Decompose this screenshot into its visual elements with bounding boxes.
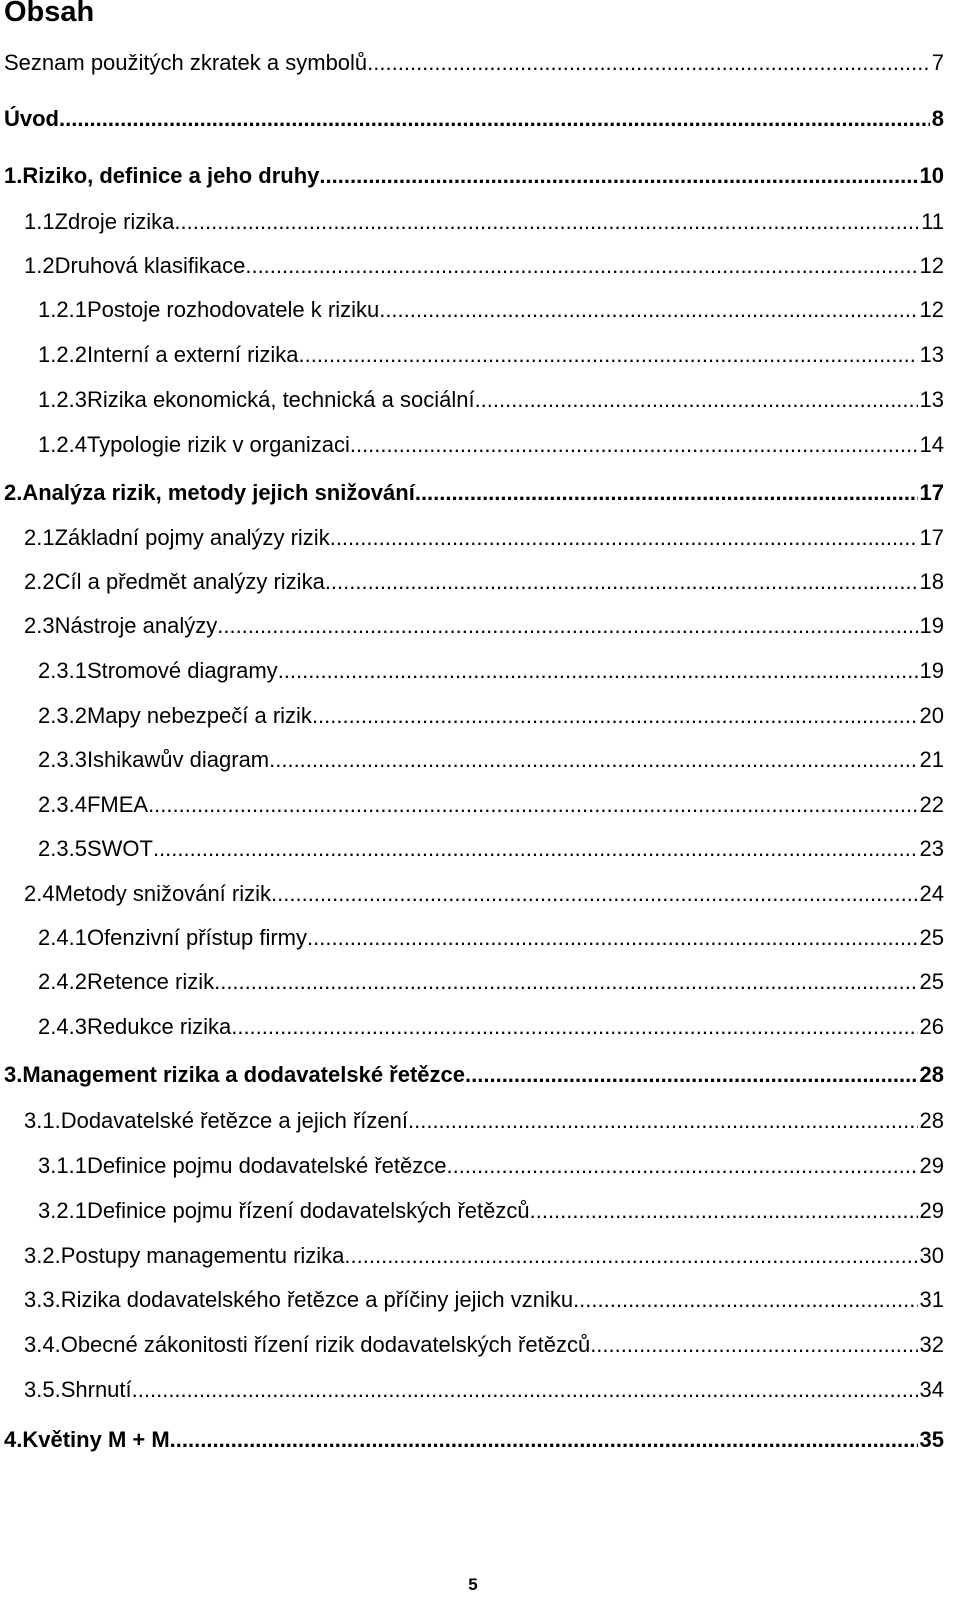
toc-entry-number: 3.2. bbox=[24, 1243, 61, 1268]
toc-dot-leader bbox=[170, 1425, 918, 1455]
toc-entry-number: 1.2.3 bbox=[38, 387, 87, 412]
toc-entry-number: 2.4.3 bbox=[38, 1014, 87, 1039]
page-number: 5 bbox=[468, 1575, 478, 1594]
toc-entry[interactable] bbox=[38, 923, 944, 953]
toc-entry[interactable] bbox=[38, 745, 944, 775]
toc-dot-leader bbox=[307, 923, 918, 953]
toc-dot-leader bbox=[132, 1375, 918, 1405]
toc-entry-title: Riziko, definice a jeho druhy bbox=[22, 163, 320, 188]
toc-dot-leader bbox=[344, 1241, 917, 1271]
toc-entry-title: Management rizika a dodavatelské řetězce bbox=[22, 1062, 466, 1087]
toc-entry-title: Analýza rizik, metody jejich snižování bbox=[22, 480, 415, 505]
toc-entry-number: 2.3.2 bbox=[38, 703, 87, 728]
toc-entry-number: 2.3.4 bbox=[38, 792, 87, 817]
toc-entry-number: 3.2.1 bbox=[38, 1198, 87, 1223]
toc-entry-number: 3.1.1 bbox=[38, 1153, 87, 1178]
toc-entry-title: Květiny M + M bbox=[22, 1427, 170, 1452]
toc-entry[interactable] bbox=[24, 251, 944, 281]
toc-entry-page: 13 bbox=[919, 342, 944, 367]
toc-entry-page: 19 bbox=[919, 613, 944, 638]
toc-entry[interactable] bbox=[38, 295, 944, 325]
toc-dot-leader bbox=[319, 161, 917, 191]
toc-entry-number: 2.3.5 bbox=[38, 836, 87, 861]
toc-entry-number: 2.4.2 bbox=[38, 969, 87, 994]
toc-entry[interactable] bbox=[24, 207, 944, 237]
toc-entry-page: 30 bbox=[919, 1243, 944, 1268]
toc-entry-number: 4. bbox=[4, 1427, 23, 1452]
toc-entry-number: 3.5. bbox=[24, 1377, 61, 1402]
toc-entry-title: Druhová klasifikace bbox=[54, 253, 246, 278]
toc-entry-page: 10 bbox=[919, 163, 944, 188]
toc-entry[interactable] bbox=[24, 1241, 944, 1271]
toc-entry-title: Dodavatelské řetězce a jejich řízení bbox=[60, 1108, 408, 1133]
toc-dot-leader bbox=[217, 611, 917, 641]
toc-entry-number: 2.3.3 bbox=[38, 747, 87, 772]
toc-entry-title: Definice pojmu řízení dodavatelských řetězců bbox=[86, 1198, 530, 1223]
toc-dot-leader bbox=[269, 745, 917, 775]
toc-entry-number: 1.2.2 bbox=[38, 342, 87, 367]
toc-entry-title: Zdroje rizika bbox=[54, 209, 175, 234]
toc-entry-number: 1.2.4 bbox=[38, 432, 87, 457]
toc-entry-title: Typologie rizik v organizaci bbox=[86, 432, 350, 457]
toc-entry-number: 2.2 bbox=[24, 569, 55, 594]
toc-entry-page: 24 bbox=[919, 881, 944, 906]
toc-dot-leader bbox=[330, 523, 918, 553]
page-title: Obsah bbox=[4, 0, 95, 28]
toc-entry-page: 32 bbox=[919, 1332, 944, 1357]
toc-entry-page: 21 bbox=[919, 747, 944, 772]
toc-dot-leader bbox=[475, 385, 918, 415]
toc-entry-number: 1.2 bbox=[24, 253, 55, 278]
toc-dot-leader bbox=[271, 879, 918, 909]
toc-entry-title: Definice pojmu dodavatelské řetězce bbox=[86, 1153, 447, 1178]
toc-entry-page: 22 bbox=[919, 792, 944, 817]
toc-dot-leader bbox=[278, 656, 918, 686]
toc-dot-leader bbox=[590, 1330, 917, 1360]
toc-entry-page: 31 bbox=[919, 1287, 944, 1312]
toc-entry[interactable] bbox=[38, 430, 944, 460]
toc-entry[interactable] bbox=[38, 385, 944, 415]
toc-entry-title: FMEA bbox=[86, 792, 149, 817]
toc-entry[interactable] bbox=[38, 701, 944, 731]
toc-entry-title: Mapy nebezpečí a rizik bbox=[86, 703, 312, 728]
toc-entry-title: Obecné zákonitosti řízení rizik dodavatelských řetězců bbox=[60, 1332, 591, 1357]
toc-entry-page: 35 bbox=[919, 1427, 944, 1452]
toc-dot-leader bbox=[446, 1151, 917, 1181]
toc-entry-title: Interní a externí rizika bbox=[86, 342, 299, 367]
toc-dot-leader bbox=[312, 701, 918, 731]
toc-entry-title: Rizika ekonomická, technická a sociální bbox=[86, 387, 475, 412]
toc-entry-title: Shrnutí bbox=[60, 1377, 132, 1402]
toc-entry[interactable] bbox=[24, 567, 944, 597]
toc-entry-number: 2.1 bbox=[24, 525, 55, 550]
toc-entry-title: Postoje rozhodovatele k riziku bbox=[86, 297, 380, 322]
toc-entry[interactable] bbox=[38, 656, 944, 686]
toc-entry-title: Retence rizik bbox=[86, 969, 215, 994]
toc-entry-number: 2.4.1 bbox=[38, 925, 87, 950]
toc-entry[interactable] bbox=[4, 1425, 944, 1455]
toc-dot-leader bbox=[153, 834, 918, 864]
toc-entry[interactable] bbox=[38, 340, 944, 370]
toc-entry-page: 23 bbox=[919, 836, 944, 861]
toc-entry-title: Redukce rizika bbox=[86, 1014, 232, 1039]
toc-entry-number: 2.4 bbox=[24, 881, 55, 906]
toc-entry[interactable] bbox=[4, 1060, 944, 1090]
toc-entry-page: 13 bbox=[919, 387, 944, 412]
toc-entry-title: Seznam použitých zkratek a symbolů bbox=[4, 50, 368, 75]
toc-dot-leader bbox=[148, 790, 917, 820]
toc-entry-number: 3. bbox=[4, 1062, 23, 1087]
toc-entry-title: Úvod bbox=[4, 106, 59, 131]
toc-entry[interactable] bbox=[38, 967, 944, 997]
toc-dot-leader bbox=[379, 295, 917, 325]
toc-entry-number: 3.4. bbox=[24, 1332, 61, 1357]
toc-dot-leader bbox=[174, 207, 919, 237]
toc-entry[interactable] bbox=[24, 879, 944, 909]
toc-entry-page: 7 bbox=[931, 50, 944, 75]
toc-entry[interactable] bbox=[24, 611, 944, 641]
toc-entry-number: 3.1. bbox=[24, 1108, 61, 1133]
toc-entry-page: 25 bbox=[919, 969, 944, 994]
toc-entry-page: 12 bbox=[919, 253, 944, 278]
toc-dot-leader bbox=[408, 1106, 918, 1136]
toc-entry-page: 28 bbox=[919, 1108, 944, 1133]
toc-entry[interactable] bbox=[24, 523, 944, 553]
toc-entry-page: 19 bbox=[919, 658, 944, 683]
toc-entry-page: 17 bbox=[919, 480, 944, 505]
toc-entry-page: 12 bbox=[919, 297, 944, 322]
toc-entry-page: 28 bbox=[919, 1062, 944, 1087]
toc-dot-leader bbox=[298, 340, 917, 370]
toc-entry-page: 29 bbox=[919, 1198, 944, 1223]
toc-entry[interactable] bbox=[4, 104, 944, 134]
toc-entry[interactable] bbox=[38, 834, 944, 864]
toc-entry[interactable] bbox=[38, 790, 944, 820]
toc-entry-title: Metody snižování rizik bbox=[54, 881, 272, 906]
toc-entry-title: Nástroje analýzy bbox=[54, 613, 218, 638]
toc-dot-leader bbox=[214, 967, 917, 997]
toc-dot-leader bbox=[350, 430, 918, 460]
toc-entry[interactable] bbox=[4, 161, 944, 191]
toc-entry-number: 2.3.1 bbox=[38, 658, 87, 683]
toc-entry-page: 26 bbox=[919, 1014, 944, 1039]
toc-dot-leader bbox=[367, 48, 930, 78]
toc-entry-number: 1.1 bbox=[24, 209, 55, 234]
toc-dot-leader bbox=[530, 1196, 918, 1226]
toc-dot-leader bbox=[59, 104, 930, 134]
toc-entry-page: 14 bbox=[919, 432, 944, 457]
toc-entry-title: Ishikawův diagram bbox=[86, 747, 270, 772]
toc-entry-title: SWOT bbox=[86, 836, 153, 861]
toc-entry-page: 17 bbox=[919, 525, 944, 550]
toc-entry[interactable] bbox=[24, 1330, 944, 1360]
toc-entry-title: Základní pojmy analýzy rizik bbox=[54, 525, 330, 550]
toc-dot-leader bbox=[465, 1060, 918, 1090]
toc-entry-title: Stromové diagramy bbox=[86, 658, 278, 683]
toc-entry-number: 3.3. bbox=[24, 1287, 61, 1312]
toc-entry[interactable] bbox=[38, 1151, 944, 1181]
toc-entry-title: Postupy managementu rizika bbox=[60, 1243, 345, 1268]
toc-entry-number: 2.3 bbox=[24, 613, 55, 638]
toc-entry-number: 1.2.1 bbox=[38, 297, 87, 322]
toc-entry-page: 8 bbox=[931, 106, 944, 131]
toc-entry-title: Rizika dodavatelského řetězce a příčiny jejich vzniku bbox=[60, 1287, 574, 1312]
toc-dot-leader bbox=[325, 567, 918, 597]
toc-entry[interactable] bbox=[24, 1285, 944, 1315]
toc-entry-number: 2. bbox=[4, 480, 23, 505]
toc-entry-page: 34 bbox=[919, 1377, 944, 1402]
toc-entry-page: 29 bbox=[919, 1153, 944, 1178]
toc-entry[interactable] bbox=[38, 1012, 944, 1042]
toc-entry[interactable] bbox=[24, 1106, 944, 1136]
toc-entry[interactable] bbox=[38, 1196, 944, 1226]
toc-entry-page: 25 bbox=[919, 925, 944, 950]
toc-entry[interactable] bbox=[24, 1375, 944, 1405]
toc-entry-title: Ofenzivní přístup firmy bbox=[86, 925, 308, 950]
toc-entry-title: Cíl a předmět analýzy rizika bbox=[54, 569, 325, 594]
toc-dot-leader bbox=[231, 1012, 917, 1042]
toc-dot-leader bbox=[245, 251, 917, 281]
toc-dot-leader bbox=[573, 1285, 917, 1315]
toc-entry[interactable] bbox=[4, 478, 944, 508]
toc-entry-page: 20 bbox=[919, 703, 944, 728]
toc-entry-number: 1. bbox=[4, 163, 23, 188]
toc-entry-page: 11 bbox=[921, 209, 944, 234]
toc-dot-leader bbox=[415, 478, 918, 508]
toc-entry[interactable] bbox=[4, 48, 944, 78]
toc-entry-page: 18 bbox=[919, 569, 944, 594]
